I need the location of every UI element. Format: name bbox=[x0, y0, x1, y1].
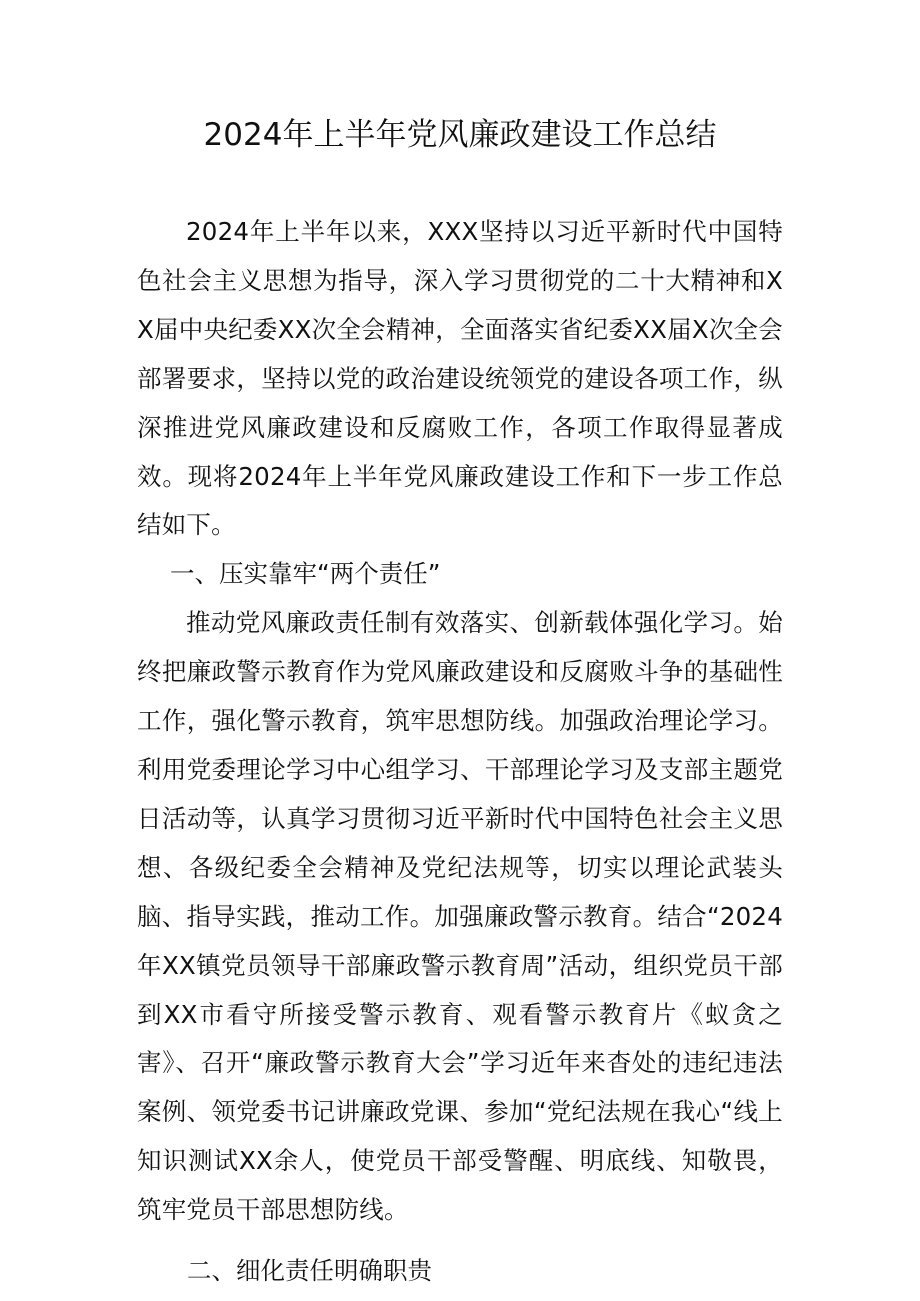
intro-paragraph: 2024年上半年以来，XXX坚持以习近平新时代中国特色社会主义思想为指导，深入学习贯彻党的二十大精神和XX届中央纪委XX次全会精神，全面落实省纪委XX届X次全会部署要求，坚持以党的政治建设统领党的建设各项工作，纵深推进党风廉政建设和反腐败工作，各项工作取得显著成效。现将2024年上半年党风廉政建设工作和下一步工作总结如下。 bbox=[137, 217, 783, 540]
section-1-heading: 一、压实靠牢“两个责任” bbox=[170, 559, 441, 589]
section-1-paragraph: 推动党风廉政责任制有效落实、创新载体强化学习。始终把廉政警示教育作为党风廉政建设和反腐败斗争的基础性工作，强化警示教育，筑牢思想防线。加强政治理论学习。利用党委理论学习中心组学习、干部理论学习及支部主题党日活动等，认真学习贯彻习近平新时代中国特色社会主义思想、各级纪委全会精神及党纪法规等，切实以理论武装头脑、指导实践，推动工作。加强廉政警示教育。结合“2024年XX镇党员领导干部廉政警示教育周”活动，组织党员干部到XX市看守所接受警示教育、观看警示教育片《蚁贪之害》、召开“廉政警示教育大会”学习近年来杳处的违纪违法案例、领党委书记讲廉政党课、参加“党纪法规在我心“线上知识测试XX余人，使党员干部受警醒、明底线、知敬畏，筑牢党员干部思想防线。 bbox=[137, 608, 783, 1225]
document-body bbox=[137, 208, 783, 1296]
section-2-heading: 二、细化责任明确职贵 bbox=[187, 1256, 432, 1286]
document-title: 2024年上半年党风廉政建设工作总结 bbox=[203, 117, 717, 153]
